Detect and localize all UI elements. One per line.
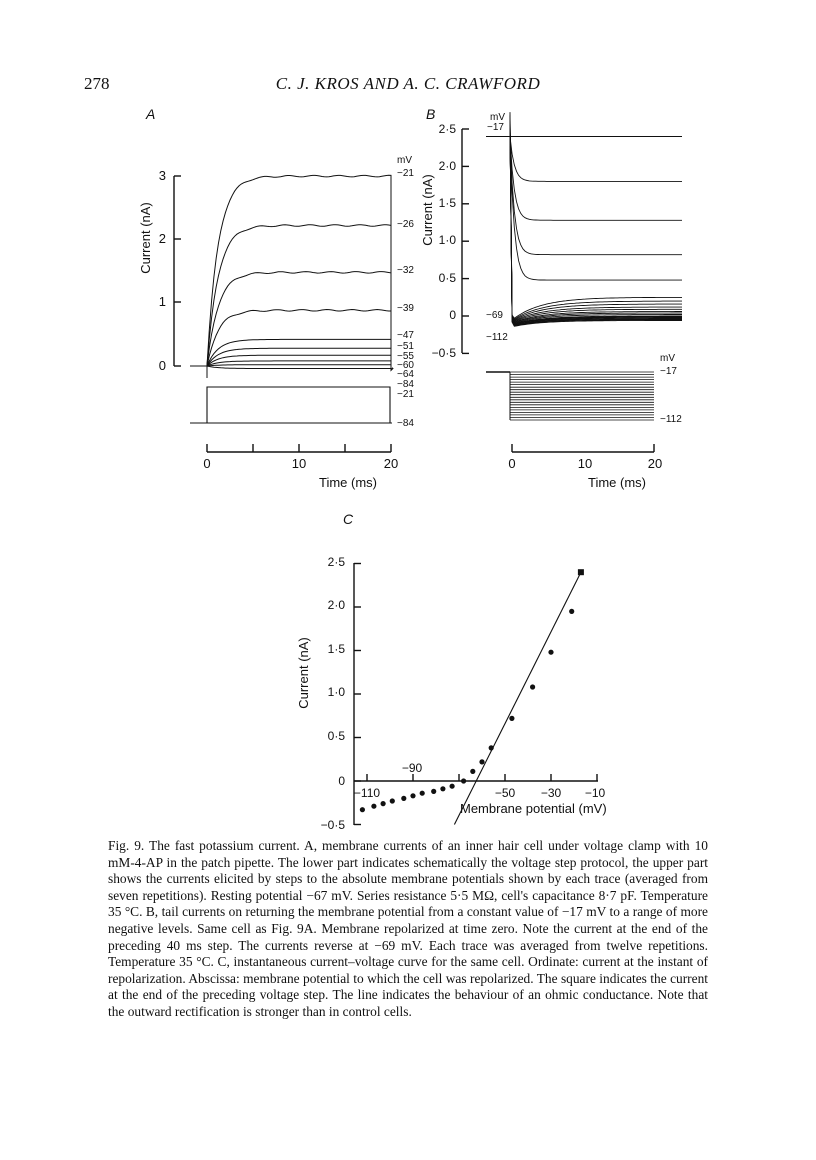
page-number: 278 bbox=[84, 74, 110, 93]
time-tick-label: 0 bbox=[508, 456, 516, 471]
trace-label: −21 bbox=[397, 168, 414, 179]
protocol-step-trace bbox=[190, 387, 392, 423]
data-point bbox=[509, 716, 514, 721]
trace-label: −32 bbox=[397, 265, 414, 276]
panel-c-y-tick-label: 2·0 bbox=[327, 598, 345, 612]
data-point bbox=[360, 807, 365, 812]
time-tick-label: 20 bbox=[383, 456, 399, 471]
time-axis-title: Time (ms) bbox=[318, 475, 378, 490]
time-tick-label: 0 bbox=[203, 456, 211, 471]
tail-current-trace bbox=[486, 129, 682, 325]
panel-b-y-tick-label: 0·5 bbox=[438, 271, 456, 285]
panel-c bbox=[296, 511, 607, 830]
data-point bbox=[450, 784, 455, 789]
trace-label: −84 bbox=[397, 379, 414, 390]
panel-a bbox=[138, 106, 414, 490]
panel-b-protocol bbox=[486, 372, 654, 420]
ohmic-line bbox=[454, 572, 581, 824]
panel-c-y-tick-label: 0·5 bbox=[327, 729, 345, 743]
tail-current-trace bbox=[486, 125, 682, 322]
panel-b-time-axis bbox=[508, 444, 662, 490]
data-point bbox=[381, 801, 386, 806]
current-trace bbox=[190, 355, 393, 378]
protocol-label: −17 bbox=[660, 366, 677, 377]
panel-b-y-tick-label: 0 bbox=[449, 308, 456, 322]
data-point bbox=[470, 769, 475, 774]
data-point bbox=[390, 798, 395, 803]
panel-c-x-title: Membrane potential (mV) bbox=[460, 801, 607, 816]
panel-b-y-tick-label: −0·5 bbox=[431, 346, 456, 360]
panel-b-y-ticks bbox=[462, 129, 469, 353]
panel-b-protocol-unit: mV bbox=[660, 353, 675, 364]
time-axis-title: Time (ms) bbox=[587, 475, 647, 490]
panel-a-y-tick-label: 0 bbox=[158, 358, 166, 373]
tail-current-trace bbox=[486, 112, 682, 318]
trace-label: −64 bbox=[397, 369, 414, 380]
tail-current-trace bbox=[486, 136, 682, 220]
panel-c-y-tick-label: 1·0 bbox=[327, 685, 345, 699]
tail-current-trace bbox=[486, 136, 682, 280]
data-point bbox=[461, 778, 466, 783]
trace-label: −60 bbox=[397, 360, 414, 371]
tail-current-trace bbox=[486, 129, 682, 325]
panel-a-label: A bbox=[146, 106, 156, 122]
square-point bbox=[578, 569, 584, 575]
current-trace bbox=[190, 366, 393, 378]
panel-b-y-tick-label: 1·5 bbox=[438, 196, 456, 210]
panel-a-time-axis bbox=[203, 444, 398, 490]
protocol-label: −21 bbox=[397, 389, 414, 400]
trace-label: −26 bbox=[397, 219, 414, 230]
panel-a-traces bbox=[190, 175, 393, 378]
trace-label: −47 bbox=[397, 330, 414, 341]
time-tick-label: 10 bbox=[291, 456, 307, 471]
tail-current-trace bbox=[486, 136, 682, 181]
running-title: C. J. KROS AND A. C. CRAWFORD bbox=[275, 74, 541, 93]
data-point bbox=[489, 745, 494, 750]
panel-c-x-tick-label: −10 bbox=[584, 786, 606, 800]
current-trace bbox=[190, 348, 393, 378]
data-point bbox=[440, 786, 445, 791]
panel-b-traces bbox=[486, 112, 682, 326]
panel-c-y-tick-label: 2·5 bbox=[327, 555, 345, 569]
trace-label: −39 bbox=[397, 303, 414, 314]
tail-current-trace bbox=[486, 128, 682, 324]
panel-a-y-tick-label: 2 bbox=[158, 231, 166, 246]
reversal-potential-label: −69 bbox=[486, 310, 503, 321]
protocol-label: −84 bbox=[397, 418, 414, 429]
data-point bbox=[479, 759, 484, 764]
data-point bbox=[530, 684, 535, 689]
tail-current-trace bbox=[486, 128, 682, 324]
panel-b-y-tick-label: 2·5 bbox=[438, 122, 456, 136]
data-point bbox=[420, 791, 425, 796]
current-trace bbox=[190, 365, 393, 378]
panel-a-y-title: Current (nA) bbox=[138, 202, 153, 274]
tail-current-trace bbox=[486, 129, 682, 325]
panel-b bbox=[420, 106, 682, 490]
trace-label: −55 bbox=[397, 351, 414, 362]
hold-potential-label: −17 bbox=[487, 122, 504, 133]
tail-current-trace bbox=[486, 130, 682, 327]
panel-b-unit-label: mV bbox=[490, 112, 505, 123]
data-point bbox=[548, 650, 553, 655]
panel-c-label: C bbox=[343, 511, 354, 527]
panel-b-y-tick-label: 1·0 bbox=[438, 233, 456, 247]
panel-c-x-tick-label: −90 bbox=[401, 761, 423, 775]
panel-a-unit-label: mV bbox=[397, 155, 412, 166]
lowest-potential-label: −112 bbox=[486, 332, 508, 343]
panel-c-y-tick-label: −0·5 bbox=[320, 818, 345, 830]
panel-c-y-title: Current (nA) bbox=[296, 637, 311, 709]
data-point bbox=[431, 789, 436, 794]
data-point bbox=[371, 804, 376, 809]
tail-current-trace bbox=[486, 127, 682, 324]
data-point bbox=[410, 793, 415, 798]
panel-b-label: B bbox=[426, 106, 436, 122]
time-tick-label: 20 bbox=[647, 456, 663, 471]
panel-c-x-tick-label: −50 bbox=[494, 786, 516, 800]
panel-c-y-tick-label: 0 bbox=[338, 774, 345, 788]
panel-b-y-title: Current (nA) bbox=[420, 174, 435, 246]
panel-a-y-tick-label: 3 bbox=[158, 168, 166, 183]
panel-b-y-tick-label: 2·0 bbox=[438, 159, 456, 173]
time-tick-label: 10 bbox=[577, 456, 593, 471]
panel-a-protocol bbox=[190, 387, 414, 429]
panel-c-x-tick-label: −110 bbox=[353, 786, 381, 800]
trace-label: −51 bbox=[397, 341, 414, 352]
tail-current-trace bbox=[486, 128, 682, 324]
protocol-label: −112 bbox=[660, 414, 682, 425]
panel-c-y-tick-label: 1·5 bbox=[327, 642, 345, 656]
current-trace bbox=[190, 361, 393, 378]
data-point bbox=[401, 796, 406, 801]
panel-c-x-tick-label: −30 bbox=[540, 786, 562, 800]
data-point bbox=[569, 609, 574, 614]
figure-caption: Fig. 9. The fast potassium current. A, membrane currents of an inner hair cell under voltage clamp with 10 mM-4-AP in the patch pipette. The lower part indicates schematically the voltage step protocol, the upper part shows the currents elicited by steps to the absolute membrane potentials shown by each trace (averaged from seven repetitions). Resting potential −67 mV. Series resistance 5·5 MΩ, cell's capacitance 8·7 pF. Temperature 35 °C. B, tail currents on returning the membrane potential from a constant value of −17 mV to a range of more negative levels. Same cell as Fig. 9A. Membrane repolarized at time zero. Note the current at the end of the preceding 40 ms step. The currents reverse at −69 mV. Each trace was averaged from twelve repetitions. Temperature 35 °C. C, instantaneous current–voltage curve for the same cell. Ordinate: current at the instant of repolarization. Abscissa: membrane potential to which the cell was repolarized. The square indicates the current at the end of the preceding voltage step. The line indicates the behaviour of an ohmic conductance. Note that the outward rectification is stronger than in control cells. bbox=[108, 838, 708, 1019]
panel-a-y-tick-label: 1 bbox=[158, 294, 166, 309]
